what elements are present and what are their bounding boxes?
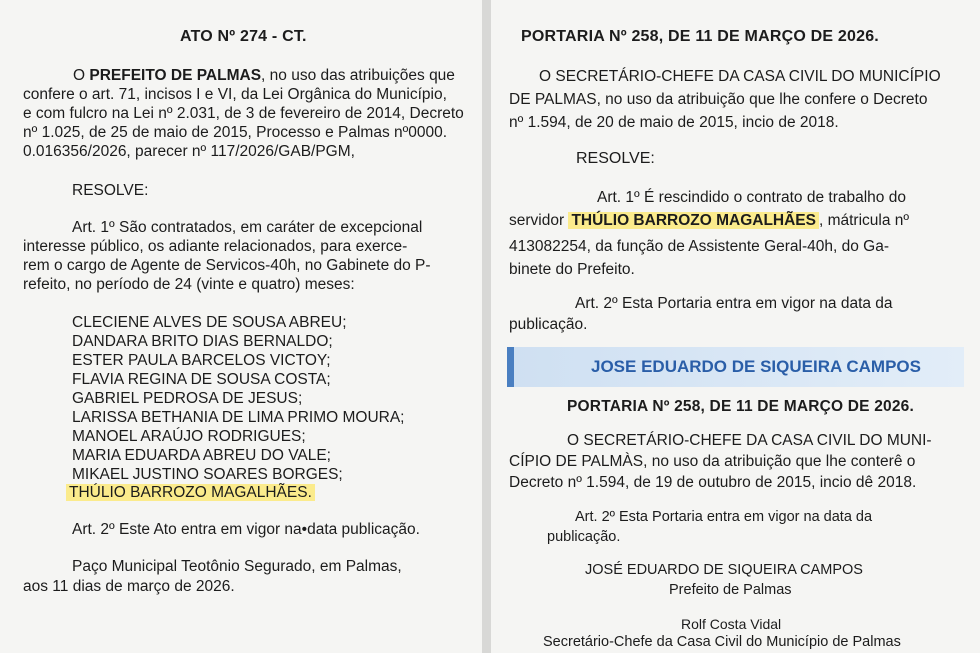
rescission-art1-line-1: Art. 1º É rescindido o contrato de trabalho do xyxy=(597,189,906,206)
portaria-resolve-label: RESOLVE: xyxy=(576,150,655,167)
art1-line-3: rem o cargo de Agente de Servicos-40h, no Gabinete do P- xyxy=(23,257,431,274)
highlighted-name-item: THÚLIO BARROZO MAGALHÃES. xyxy=(66,484,315,502)
rescission-art1-line-4: binete do Prefeito. xyxy=(509,261,635,278)
portaria-intro-line-3: nº 1.594, de 20 de maio de 2015, incio de 2018. xyxy=(509,114,839,131)
closing-line-2: aos 11 dias de março de 2026. xyxy=(23,578,235,595)
name-item: MANOEL ARAÚJO RODRIGUES; xyxy=(72,428,306,445)
name-item: FLAVIA REGINA DE SOUSA COSTA; xyxy=(72,371,331,388)
resolve-label: RESOLVE: xyxy=(72,182,149,199)
intro-line-4: nº 1.025, de 25 de maio de 2015, Processo e Palmas nº0000. xyxy=(23,124,448,141)
name-item: MARIA EDUARDA ABREU DO VALE; xyxy=(72,447,331,464)
rescission-art1-line-3: 413082254, da função de Assistente Geral-40h, do Ga- xyxy=(509,238,890,255)
intro-line-5: 0.016356/2026, parecer nº 117/2026/GAB/PGM, xyxy=(23,143,355,160)
intro-line-3: e com fulcro na Lei nº 2.031, de 3 de fevereiro de 2014, Decreto xyxy=(23,105,464,122)
rescission-art2-line-1: Art. 2º Esta Portaria entra em vigor na data da xyxy=(575,295,893,312)
portaria2-art2-line-1: Art. 2º Esta Portaria entra em vigor na data da xyxy=(575,509,873,525)
banner-title: JOSE EDUARDO DE SIQUEIRA CAMPOS xyxy=(591,357,921,376)
portaria-title: PORTARIA Nº 258, DE 11 DE MARÇO DE 2026. xyxy=(521,28,879,45)
signature-name: JOSÉ EDUARDO DE SIQUEIRA CAMPOS xyxy=(585,562,863,578)
portaria2-art2-line-2: publicação. xyxy=(547,529,621,545)
intro-line-2: confere o art. 71, incisos I e VI, da Lei Orgânica do Município, xyxy=(23,86,447,103)
name-item: ESTER PAULA BARCELOS VICTOY; xyxy=(72,352,331,369)
highlighted-servant-name: THÚLIO BARROZO MAGALHÃES xyxy=(568,212,819,229)
portaria2-intro-line-1: O SECRETÁRIO-CHEFE DA CASA CIVIL DO MUNI- xyxy=(567,432,932,449)
intro-line-1: O PREFEITO DE PALMAS, no uso das atribuições que xyxy=(73,67,455,84)
left-document-page xyxy=(0,0,482,653)
portaria2-intro-line-3: Decreto nº 1.594, de 19 de outubro de 2015, incio dê 2018. xyxy=(509,474,917,491)
portaria2-intro-line-2: CÍPIO DE PALMÀS, no uso da atribuição que lhe conterê o xyxy=(509,453,916,470)
secretary-role: Secretário-Chefe da Casa Civil do Município de Palmas xyxy=(543,634,901,650)
portaria-title-2: PORTARIA Nº 258, DE 11 DE MARÇO DE 2026. xyxy=(567,398,915,415)
signature-role: Prefeito de Palmas xyxy=(669,582,792,598)
name-item: LARISSA BETHANIA DE LIMA PRIMO MOURA; xyxy=(72,409,405,426)
name-item: GABRIEL PEDROSA DE JESUS; xyxy=(72,390,303,407)
ato-title: ATO Nº 274 - CT. xyxy=(180,28,307,45)
right-document-page xyxy=(491,0,980,653)
name-item: CLECIENE ALVES DE SOUSA ABREU; xyxy=(72,314,347,331)
prefeito-label: PREFEITO DE PALMAS xyxy=(89,67,262,84)
rescission-art1-line-2: servidor THÚLIO BARROZO MAGALHÃES , mátricula nº xyxy=(509,212,910,229)
portaria-intro-line-2: DE PALMAS, no uso da atribuição que lhe confere o Decreto xyxy=(509,91,928,108)
art2-line: Art. 2º Este Ato entra em vigor na•data publicação. xyxy=(72,521,420,538)
art1-line-4: refeito, no período de 24 (vinte e quatro) meses: xyxy=(23,276,355,293)
art1-line-2: interesse público, os adiante relacionados, para exerce- xyxy=(23,238,408,255)
mayor-name-banner xyxy=(507,347,964,387)
art1-line-1: Art. 1º São contratados, em caráter de excepcional xyxy=(72,219,423,236)
name-item: MIKAEL JUSTINO SOARES BORGES; xyxy=(72,466,343,483)
portaria-intro-line-1: O SECRETÁRIO-CHEFE DA CASA CIVIL DO MUNICÍPIO xyxy=(539,68,941,85)
rescission-art2-line-2: publicação. xyxy=(509,316,588,333)
page-gutter xyxy=(482,0,491,653)
secretary-name: Rolf Costa Vidal xyxy=(681,616,782,632)
name-item: DANDARA BRITO DIAS BERNALDO; xyxy=(72,333,333,350)
closing-line-1: Paço Municipal Teotônio Segurado, em Palmas, xyxy=(72,558,402,575)
